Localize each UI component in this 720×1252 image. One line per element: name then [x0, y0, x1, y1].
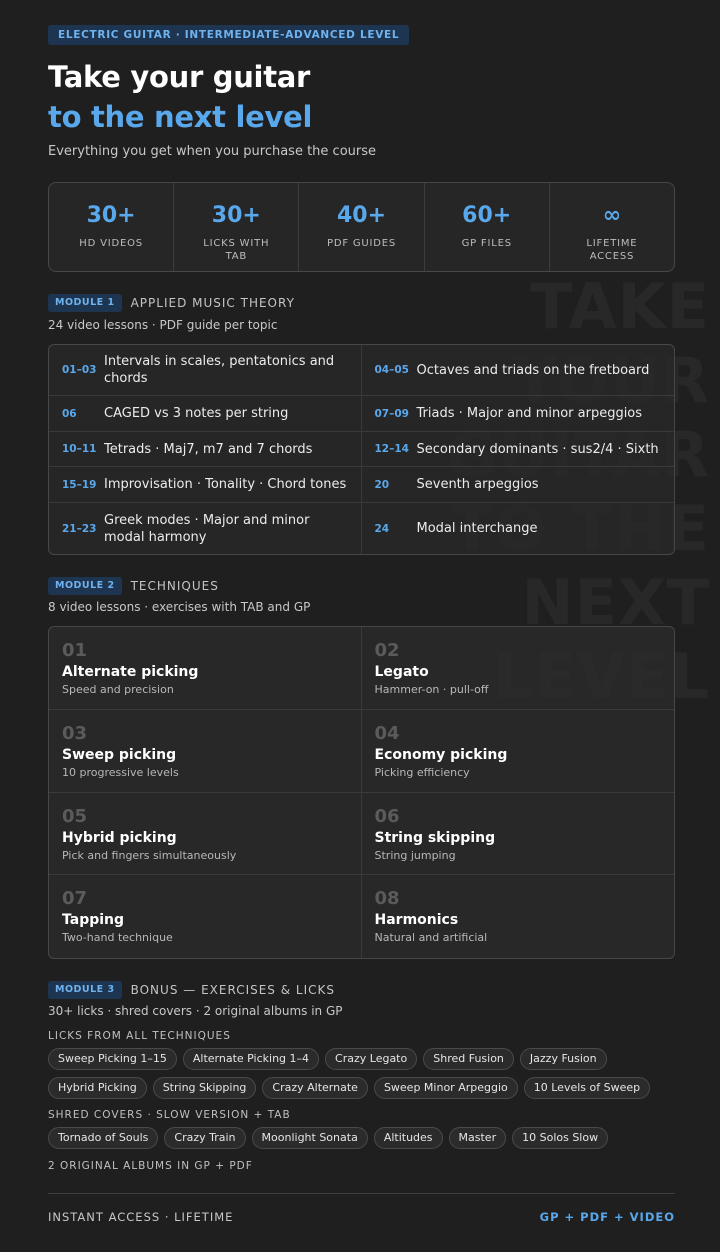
- topic-number: 15–19: [62, 478, 97, 491]
- module3-header: [48, 981, 335, 999]
- topic-text: Tetrads · Maj7, m7 and 7 chords: [104, 441, 313, 457]
- albums-label: 2 ORIGINAL ALBUMS IN GP + PDF: [48, 1160, 253, 1172]
- module2-subtitle: 8 video lessons · exercises with TAB and GP: [48, 600, 311, 614]
- technique-card: [49, 710, 362, 793]
- covers-chip-list: [48, 1127, 688, 1156]
- cover-chip: Altitudes: [374, 1127, 443, 1149]
- module3-badge: MODULE 3: [48, 981, 122, 999]
- module2-title: TECHNIQUES: [130, 579, 219, 593]
- topic-text: Intervals in scales, pentatonics and chords: [104, 354, 335, 386]
- technique-desc: Speed and precision: [62, 683, 174, 696]
- technique-card: [49, 875, 362, 958]
- technique-desc: 10 progressive levels: [62, 765, 179, 779]
- technique-name: Hybrid picking: [62, 829, 177, 846]
- module2-header: [48, 577, 219, 595]
- technique-name: Economy picking: [374, 746, 508, 763]
- technique-desc: Two-hand technique: [62, 931, 173, 945]
- footer-access-text: INSTANT ACCESS · LIFETIME: [48, 1210, 234, 1224]
- licks-chip-list: [48, 1048, 688, 1106]
- module1-subtitle: 24 video lessons · PDF guide per topic: [48, 318, 278, 332]
- technique-number: 04: [374, 722, 400, 744]
- stats-bar: [48, 182, 675, 272]
- lick-chip: Alternate Picking 1–4: [183, 1048, 319, 1070]
- topic-item: [49, 345, 362, 396]
- topic-number: 24: [374, 522, 390, 535]
- module2-badge: MODULE 2: [48, 577, 122, 595]
- footer-formats-text: GP + PDF + VIDEO: [539, 1210, 675, 1224]
- theory-topic-grid: [48, 344, 675, 555]
- cover-chip: Crazy Train: [164, 1127, 245, 1149]
- topic-item: [362, 345, 675, 396]
- technique-grid: [48, 626, 675, 959]
- topic-item: [49, 503, 362, 554]
- technique-number: 08: [374, 888, 400, 910]
- module1-title: APPLIED MUSIC THEORY: [130, 296, 295, 310]
- lick-chip: Sweep Minor Arpeggio: [374, 1077, 518, 1099]
- technique-card: [362, 627, 675, 710]
- technique-desc: Natural and artificial: [374, 931, 488, 945]
- stat-label: HD VIDEOS: [79, 238, 143, 249]
- topic-text: Greek modes · Major and minor modal harmony: [104, 512, 310, 545]
- technique-number: 01: [62, 640, 88, 661]
- module1-badge: MODULE 1: [48, 294, 122, 312]
- stat-hd-videos: [49, 183, 174, 271]
- lick-chip: String Skipping: [153, 1077, 257, 1099]
- topic-text: Improvisation · Tonality · Chord tones: [104, 477, 347, 492]
- technique-desc: Picking efficiency: [374, 765, 470, 779]
- stat-label: LIFETIME ACCESS: [586, 238, 638, 262]
- lick-chip: Shred Fusion: [423, 1048, 514, 1070]
- technique-card: [362, 875, 675, 958]
- lick-chip: Crazy Legato: [325, 1048, 417, 1070]
- topic-item: [49, 396, 362, 432]
- technique-card: [362, 710, 675, 793]
- stat-label: GP FILES: [461, 238, 512, 249]
- stat-label: PDF GUIDES: [326, 238, 397, 249]
- stat-pdf-guides: [299, 183, 424, 271]
- stat-value: 40+: [336, 203, 387, 228]
- stat-gp-files: [425, 183, 550, 271]
- topic-text: Triads · Major and minor arpeggios: [416, 406, 643, 421]
- headline-subtitle: Everything you get when you purchase the course: [48, 144, 377, 159]
- module1-header: [48, 294, 295, 312]
- topic-number: 07–09: [374, 407, 409, 420]
- module3-title: BONUS — EXERCISES & LICKS: [130, 983, 336, 997]
- lick-chip: Jazzy Fusion: [520, 1048, 607, 1070]
- lick-chip: Hybrid Picking: [48, 1077, 147, 1099]
- stat-value: 60+: [462, 203, 512, 228]
- technique-name: Sweep picking: [62, 746, 177, 763]
- lick-chip: Crazy Alternate: [262, 1077, 368, 1099]
- footer-divider: [48, 1193, 675, 1194]
- topic-number: 20: [374, 478, 390, 491]
- technique-card: [362, 793, 675, 876]
- technique-desc: Hammer-on · pull-off: [374, 683, 489, 696]
- topic-item: [362, 432, 675, 467]
- headline-line1: Take your guitar: [48, 60, 311, 94]
- cover-chip: Tornado of Souls: [48, 1127, 158, 1149]
- technique-name: Tapping: [62, 912, 125, 929]
- topic-item: [362, 467, 675, 503]
- technique-number: 07: [62, 888, 88, 910]
- stat-licks: [174, 183, 299, 271]
- level-tag: ELECTRIC GUITAR · INTERMEDIATE-ADVANCED LEVEL: [48, 25, 409, 45]
- technique-card: [49, 627, 362, 710]
- topic-number: 10–11: [62, 443, 97, 455]
- technique-number: 02: [374, 640, 400, 661]
- licks-label: LICKS FROM ALL TECHNIQUES: [48, 1030, 231, 1042]
- stat-label: LICKS WITH TAB: [203, 238, 270, 262]
- topic-item: [49, 467, 362, 503]
- topic-item: [49, 432, 362, 467]
- technique-name: Legato: [374, 664, 429, 680]
- topic-number: 06: [62, 407, 77, 420]
- lick-chip: Sweep Picking 1–15: [48, 1048, 177, 1070]
- topic-text: Seventh arpeggios: [416, 477, 539, 492]
- technique-name: String skipping: [374, 829, 496, 846]
- technique-desc: String jumping: [374, 848, 456, 862]
- covers-label: SHRED COVERS · SLOW VERSION + TAB: [48, 1109, 291, 1121]
- cover-chip: Master: [449, 1127, 507, 1149]
- topic-number: 12–14: [374, 443, 409, 455]
- topic-text: Modal interchange: [416, 521, 538, 536]
- technique-number: 06: [374, 805, 400, 827]
- technique-name: Harmonics: [374, 912, 459, 929]
- technique-number: 05: [62, 805, 88, 827]
- stat-lifetime: [550, 183, 674, 271]
- technique-desc: Pick and fingers simultaneously: [62, 848, 237, 862]
- topic-text: CAGED vs 3 notes per string: [104, 406, 289, 421]
- cover-chip: Moonlight Sonata: [252, 1127, 368, 1149]
- topic-text: Secondary dominants · sus2/4 · Sixth: [416, 441, 659, 457]
- headline-line2: to the next level: [48, 100, 313, 134]
- lick-chip: 10 Levels of Sweep: [524, 1077, 650, 1099]
- technique-name: Alternate picking: [62, 664, 199, 680]
- module3-subtitle: 30+ licks · shred covers · 2 original albums in GP: [48, 1004, 343, 1018]
- topic-text: Octaves and triads on the fretboard: [416, 362, 650, 378]
- stat-value: 30+: [86, 203, 136, 228]
- topic-number: 21–23: [62, 522, 97, 535]
- topic-item: [362, 503, 675, 554]
- stat-value: 30+: [211, 203, 261, 228]
- topic-item: [362, 396, 675, 432]
- cover-chip: 10 Solos Slow: [512, 1127, 608, 1149]
- technique-card: [49, 793, 362, 876]
- infinity-icon: ∞: [602, 203, 622, 228]
- technique-number: 03: [62, 722, 88, 744]
- topic-number: 04–05: [374, 364, 409, 376]
- topic-number: 01–03: [62, 364, 97, 376]
